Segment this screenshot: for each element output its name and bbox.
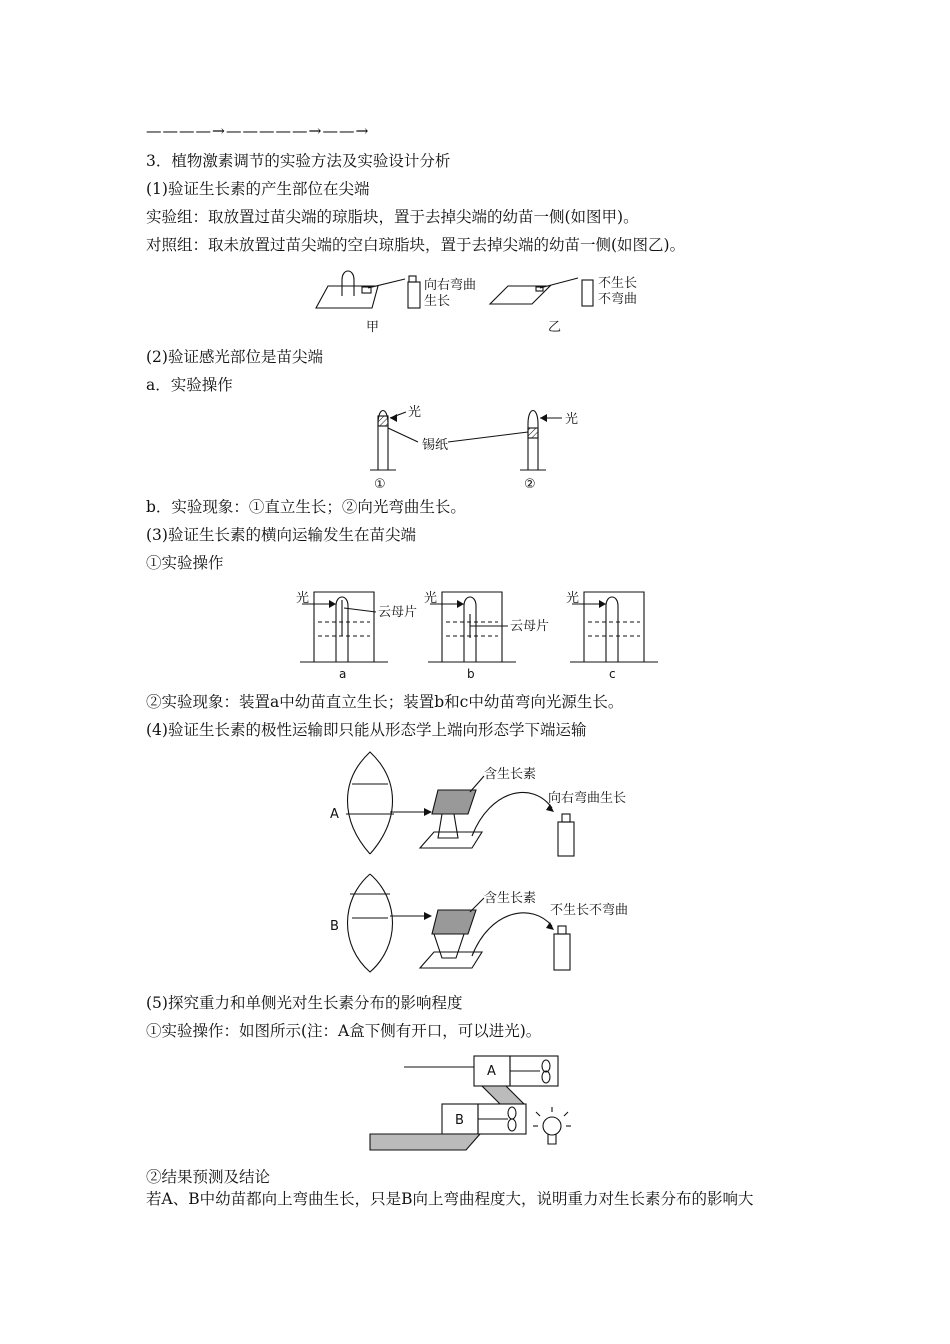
figure-polar-transport xyxy=(322,750,652,982)
jia-result-2: 生长 xyxy=(424,294,451,309)
s5-result-title: ②结果预测及结论 xyxy=(146,1168,271,1186)
light-c: 光 xyxy=(566,591,580,606)
light-label-2: 光 xyxy=(565,412,579,427)
s2-b: b．实验现象：①直立生长；②向光弯曲生长。 xyxy=(146,498,466,516)
has-auxin-A: 含生长素 xyxy=(484,767,537,782)
result-B: 不生长不弯曲 xyxy=(550,903,629,918)
jia-result-1: 向右弯曲 xyxy=(424,278,477,293)
box-B: B xyxy=(455,1113,464,1128)
number-2: ② xyxy=(524,477,536,492)
light-a: 光 xyxy=(296,591,310,606)
mica-label-a: 云母片 xyxy=(378,605,418,620)
s1-title: (1)验证生长素的产生部位在尖端 xyxy=(146,180,370,198)
light-label-1: 光 xyxy=(408,405,422,420)
s1-experimental-group: 实验组：取放置过苗尖端的琼脂块，置于去掉尖端的幼苗一侧(如图甲)。 xyxy=(146,208,639,226)
result-A: 向右弯曲生长 xyxy=(548,791,627,806)
jia-label: 甲 xyxy=(366,320,380,335)
yi-label: 乙 xyxy=(548,320,562,335)
figure-mica xyxy=(292,586,672,682)
box-A: A xyxy=(487,1064,496,1079)
yi-result-1: 不生长 xyxy=(598,276,638,291)
figure-jia-yi xyxy=(300,266,660,338)
s5-op: ①实验操作：如图所示(注：A盒下侧有开口，可以进光)。 xyxy=(146,1022,542,1040)
s5-title: (5)探究重力和单侧光对生长素分布的影响程度 xyxy=(146,994,463,1012)
light-b: 光 xyxy=(424,591,438,606)
figure-foil xyxy=(360,400,600,492)
label-B: B xyxy=(330,919,339,934)
label-A: A xyxy=(330,807,339,822)
yi-result-2: 不弯曲 xyxy=(598,292,638,307)
label-b: b xyxy=(467,667,475,681)
mica-label-b: 云母片 xyxy=(510,619,550,634)
s3-phenomenon: ②实验现象：装置a中幼苗直立生长；装置b和c中幼苗弯向光源生长。 xyxy=(146,693,624,711)
s2-title: (2)验证感光部位是苗尖端 xyxy=(146,348,323,366)
s1-control-group: 对照组：取未放置过苗尖端的空白琼脂块，置于去掉尖端的幼苗一侧(如图乙)。 xyxy=(146,236,686,254)
has-auxin-B: 含生长素 xyxy=(484,891,537,906)
foil-label: 锡纸 xyxy=(422,438,449,453)
number-1: ① xyxy=(374,477,386,492)
label-c: c xyxy=(609,667,616,681)
s5-result-text: 若A、B中幼苗都向上弯曲生长，只是B向上弯曲程度大，说明重力对生长素分布的影响大 xyxy=(146,1190,754,1208)
section3-title: 3．植物激素调节的实验方法及实验设计分析 xyxy=(146,152,451,170)
s3-op: ①实验操作 xyxy=(146,554,224,572)
figure-gravity-light xyxy=(370,1054,590,1164)
label-a: a xyxy=(339,667,347,681)
arrow-line: ————→—————→——→ xyxy=(146,122,370,140)
s3-title: (3)验证生长素的横向运输发生在苗尖端 xyxy=(146,526,416,544)
s4-title: (4)验证生长素的极性运输即只能从形态学上端向形态学下端运输 xyxy=(146,721,587,739)
s2-a: a．实验操作 xyxy=(146,376,233,394)
